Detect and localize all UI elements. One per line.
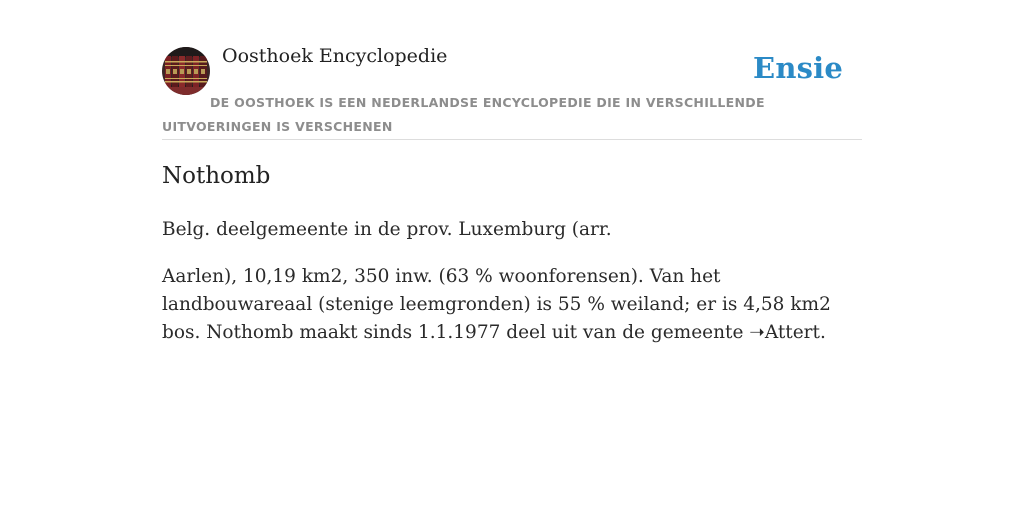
article-paragraph-1: Belg. deelgemeente in de prov. Luxemburg (arr. xyxy=(162,219,612,240)
avatar[interactable] xyxy=(162,47,210,95)
site-tagline: DE OOSTHOEK IS EEN NEDERLANDSE ENCYCLOPEDIE DIE IN VERSCHILLENDE UITVOERINGEN IS VERSCHENEN xyxy=(162,95,765,134)
xref-label: Attert xyxy=(764,322,820,343)
xref-link-attert[interactable] xyxy=(749,322,820,343)
encyclopedia-books-icon xyxy=(162,47,210,95)
content-container xyxy=(162,0,862,343)
article-title: Nothomb xyxy=(162,163,271,189)
article-paragraph-2 xyxy=(162,263,862,347)
paragraph-2-text: Aarlen), 10,19 km2, 350 inw. (63 % woonforensen). Van het landbouwareaal (stenige leemgronden) is 55 % weiland; er is 4,58 km2 bos. Nothomb maakt sinds 1.1.1977 deel uit van de gemeente xyxy=(162,266,831,343)
brand-logo[interactable]: Ensie xyxy=(753,51,843,85)
arrow-right-icon: ➝ xyxy=(749,322,765,343)
site-name[interactable]: Oosthoek Encyclopedie xyxy=(222,45,448,67)
site-header xyxy=(162,0,862,140)
paragraph-2-end: . xyxy=(819,322,826,343)
